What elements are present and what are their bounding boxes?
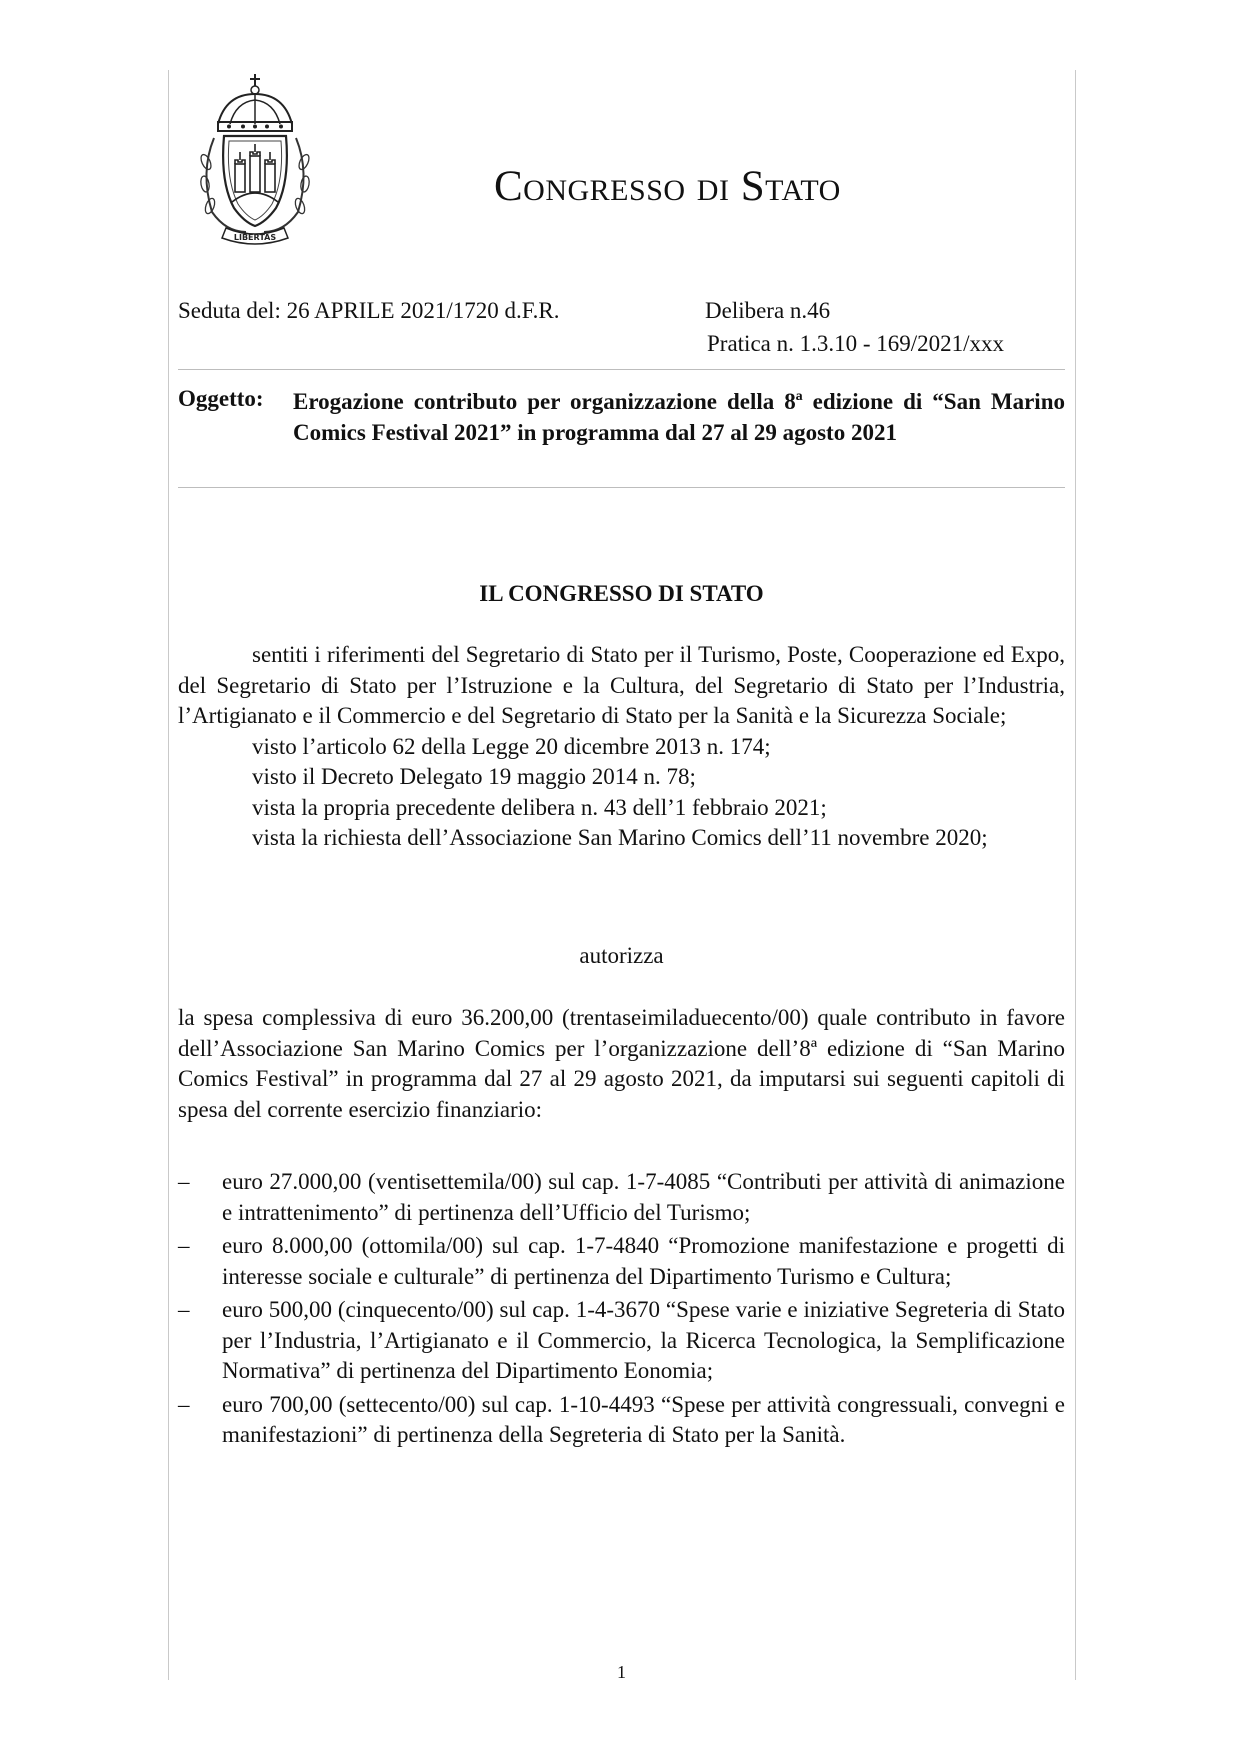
recital-paragraph: visto il Decreto Delegato 19 maggio 2014 n. 78;	[252, 764, 696, 789]
recital-paragraph: sentiti i riferimenti del Segretario di Stato per il Turismo, Poste, Cooperazione ed Expo, del Segretario di Stato per l’Istruzione e la Cultura, del Segretario di Stato per l’Industria, l’Artigianato e il Commercio e del Segretario di Stato per la Sanità e la Sicurezza Sociale;	[178, 642, 1065, 728]
recital-paragraph: vista la richiesta dell’Associazione San Marino Comics dell’11 novembre 2020;	[252, 825, 988, 850]
list-item-text: euro 8.000,00 (ottomila/00) sul cap. 1-7-4840 “Promozione manifestazione e progetti di interesse sociale e culturale” di pertinenza del Dipartimento Turismo e Cultura;	[222, 1233, 1065, 1289]
list-item	[178, 1295, 1065, 1387]
expense-list	[178, 1167, 1065, 1454]
list-item	[178, 1231, 1065, 1292]
list-marker: –	[178, 1169, 190, 1194]
session-date: Seduta del: 26 APRILE 2021/1720 d.F.R.	[178, 298, 560, 323]
deliberation-number: Delibera n.46	[705, 298, 831, 323]
verb-authorizes: autorizza	[579, 943, 664, 968]
list-marker: –	[178, 1391, 190, 1417]
page-margin-right	[1075, 70, 1076, 1680]
list-item	[178, 1167, 1065, 1228]
list-item	[178, 1390, 1065, 1451]
coat-of-arms-emblem	[196, 72, 314, 248]
divider-bottom	[178, 487, 1065, 488]
document-title: Congresso di Stato	[494, 163, 841, 210]
recitals	[178, 640, 1065, 854]
list-item-text: euro 27.000,00 (ventisettemila/00) sul cap. 1-7-4085 “Contributi per attività di animazione e intrattenimento” di pertinenza dell’Ufficio del Turismo;	[222, 1169, 1065, 1225]
subject-label: Oggetto:	[178, 386, 264, 411]
motto-text: LIBERTAS	[233, 233, 277, 242]
practice-number: Pratica n. 1.3.10 - 169/2021/xxx	[707, 331, 1005, 356]
divider-top	[178, 369, 1065, 370]
list-marker: –	[178, 1233, 190, 1258]
list-item-text: euro 700,00 (settecento/00) sul cap. 1-10-4493 “Spese per attività congressuali, convegni e manifestazioni” di pertinenza della Segreteria di Stato per la Sanità.	[222, 1391, 1065, 1447]
page-number: 1	[617, 1662, 626, 1682]
list-marker: –	[178, 1297, 190, 1322]
subject-text: Erogazione contributo per organizzazione della 8ª edizione di “San Marino Comics Festival 2021” in programma dal 27 al 29 agosto 2021	[293, 389, 1065, 445]
decision-paragraph: la spesa complessiva di euro 36.200,00 (trentaseimiladuecento/00) quale contributo in favore dell’Associazione San Marino Comics per l’organizzazione dell’8ª edizione di “San Marino Comics Festival” in programma dal 27 al 29 agosto 2021, da imputarsi sui seguenti capitoli di spesa del corrente esercizio finanziario:	[178, 1005, 1065, 1122]
recital-paragraph: visto l’articolo 62 della Legge 20 dicembre 2013 n. 174;	[252, 733, 771, 759]
section-heading: IL CONGRESSO DI STATO	[479, 581, 764, 606]
page-margin-left	[168, 70, 169, 1680]
recital-paragraph: vista la propria precedente delibera n. 43 dell’1 febbraio 2021;	[252, 794, 827, 820]
decision-block	[178, 1003, 1065, 1125]
list-item-text: euro 500,00 (cinquecento/00) sul cap. 1-4-3670 “Spese varie e iniziative Segreteria di Stato per l’Industria, l’Artigianato e il Commercio, la Ricerca Tecnologica, la Semplificazione Normativa” di pertinenza del Dipartimento Eonomia;	[222, 1297, 1065, 1383]
